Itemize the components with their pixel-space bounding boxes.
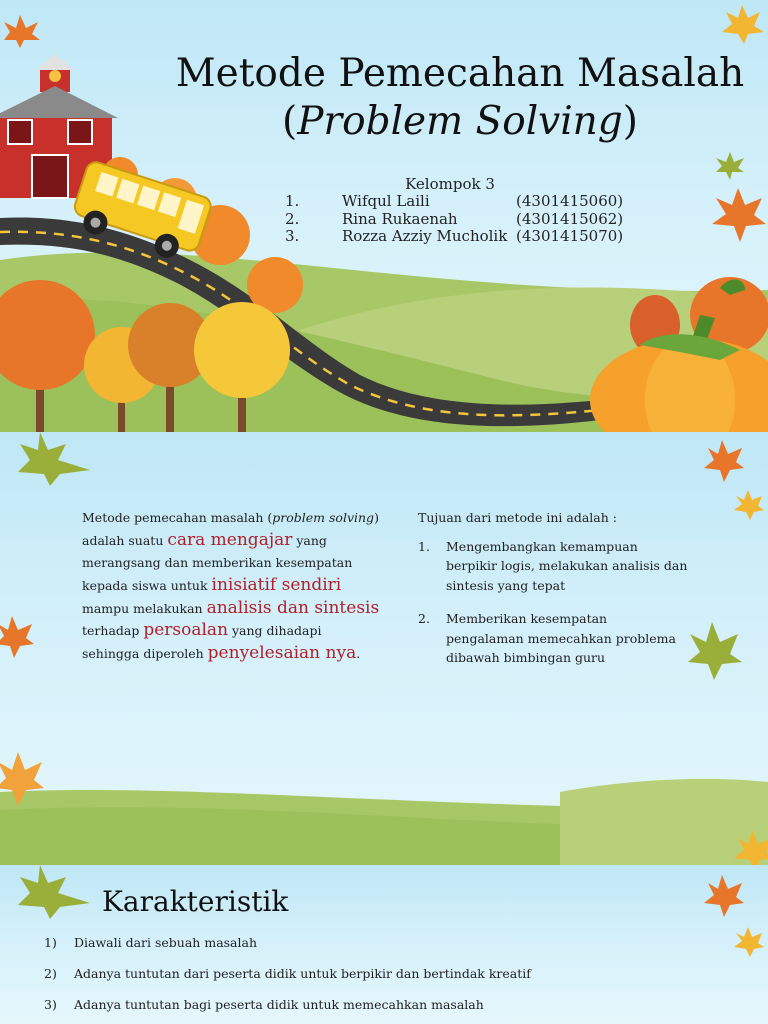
highlight-term: analisis dan sintesis bbox=[206, 597, 380, 618]
member-row bbox=[285, 193, 665, 211]
title-italic: Problem Solving bbox=[297, 99, 623, 144]
highlight-term: penyelesaian nya bbox=[207, 643, 357, 664]
definition-text: . bbox=[356, 646, 361, 662]
maple-leaf-icon-green bbox=[716, 152, 744, 180]
maple-leaf-icon-green bbox=[18, 432, 90, 486]
list-number: 2) bbox=[44, 966, 57, 981]
member-id: (4301415070) bbox=[516, 227, 624, 245]
list-item bbox=[44, 966, 744, 997]
highlight-term: cara mengajar bbox=[167, 529, 293, 550]
member-number: 3. bbox=[285, 227, 300, 245]
list-item bbox=[44, 935, 744, 966]
maple-leaf-icon-green-right bbox=[688, 622, 742, 680]
member-row bbox=[285, 228, 665, 246]
list-text: Adanya tuntutan bagi peserta didik untuk memecahkan masalah bbox=[74, 997, 484, 1012]
definition-slide bbox=[0, 432, 768, 865]
definition-text: mampu melakukan bbox=[82, 600, 207, 616]
maple-leaf-icon-orange bbox=[704, 875, 744, 917]
list-text: Adanya tuntutan dari peserta didik untuk berpikir dan bertindak kreatif bbox=[74, 966, 531, 981]
goals-section bbox=[418, 510, 688, 681]
goal-item bbox=[418, 537, 688, 595]
goal-number: 2. bbox=[418, 611, 430, 627]
title-line-2 bbox=[160, 98, 760, 146]
definition-text: yang dihadapi sehingga diperoleh bbox=[82, 623, 322, 662]
member-number: 1. bbox=[285, 192, 300, 210]
title-slide bbox=[0, 0, 768, 432]
characteristics-slide bbox=[0, 865, 768, 1024]
title-line-1: Metode Pemecahan Masalah bbox=[175, 51, 745, 96]
member-row bbox=[285, 211, 665, 229]
definition-italic: problem solving bbox=[272, 510, 375, 525]
member-list bbox=[285, 193, 665, 246]
highlight-term: inisiatif sendiri bbox=[211, 574, 342, 595]
maple-leaf-icon-orange bbox=[4, 15, 40, 48]
right-hill bbox=[560, 779, 768, 865]
maple-leaf-icon-green bbox=[18, 865, 90, 919]
goal-number: 1. bbox=[418, 539, 430, 554]
member-number: 2. bbox=[285, 209, 300, 228]
goal-text: Mengembangkan kemampuan berpikir logis, melakukan analisis dan sintesis yang tepat bbox=[446, 539, 688, 593]
definition-text: ) adalah suatu bbox=[82, 510, 379, 548]
member-name: Wifqul Laili bbox=[342, 192, 430, 210]
maple-leaf-icon-yellow bbox=[722, 5, 764, 44]
member-id: (4301415062) bbox=[516, 209, 624, 228]
section-heading: Karakteristik bbox=[102, 885, 289, 918]
definition-paragraph bbox=[82, 507, 382, 665]
member-id: (4301415060) bbox=[516, 192, 624, 210]
maple-leaf-icon-orange-left bbox=[0, 616, 34, 658]
goals-intro: Tujuan dari metode ini adalah : bbox=[418, 510, 617, 525]
definition-text: yang merangsang dan memberikan kesempatan kepada siswa untuk bbox=[82, 532, 353, 593]
maple-leaf-icon-yellow bbox=[734, 490, 764, 520]
highlight-term: persoalan bbox=[143, 620, 229, 641]
list-text: Diawali dari sebuah masalah bbox=[74, 935, 258, 950]
title-open-paren: ( bbox=[282, 99, 298, 144]
definition-text: terhadap bbox=[82, 623, 144, 639]
list-item bbox=[44, 997, 744, 1024]
characteristics-list bbox=[44, 935, 744, 1024]
maple-leaf-icon-orange bbox=[704, 440, 744, 482]
list-number: 1) bbox=[44, 935, 57, 950]
group-label: Kelompok 3 bbox=[405, 175, 495, 193]
definition-text: Metode pemecahan masalah ( bbox=[82, 510, 273, 525]
goal-text: Memberikan kesempatan pengalaman memecahkan problema dibawah bimbingan guru bbox=[446, 611, 676, 665]
list-number: 3) bbox=[44, 997, 57, 1012]
slide-title bbox=[160, 50, 760, 146]
goal-item bbox=[418, 609, 688, 667]
member-name: Rina Rukaenah bbox=[342, 209, 458, 228]
member-name: Rozza Azziy Mucholik bbox=[342, 227, 508, 245]
maple-leaf-icon-orange-large bbox=[712, 188, 766, 242]
title-close-paren: ) bbox=[622, 99, 638, 144]
